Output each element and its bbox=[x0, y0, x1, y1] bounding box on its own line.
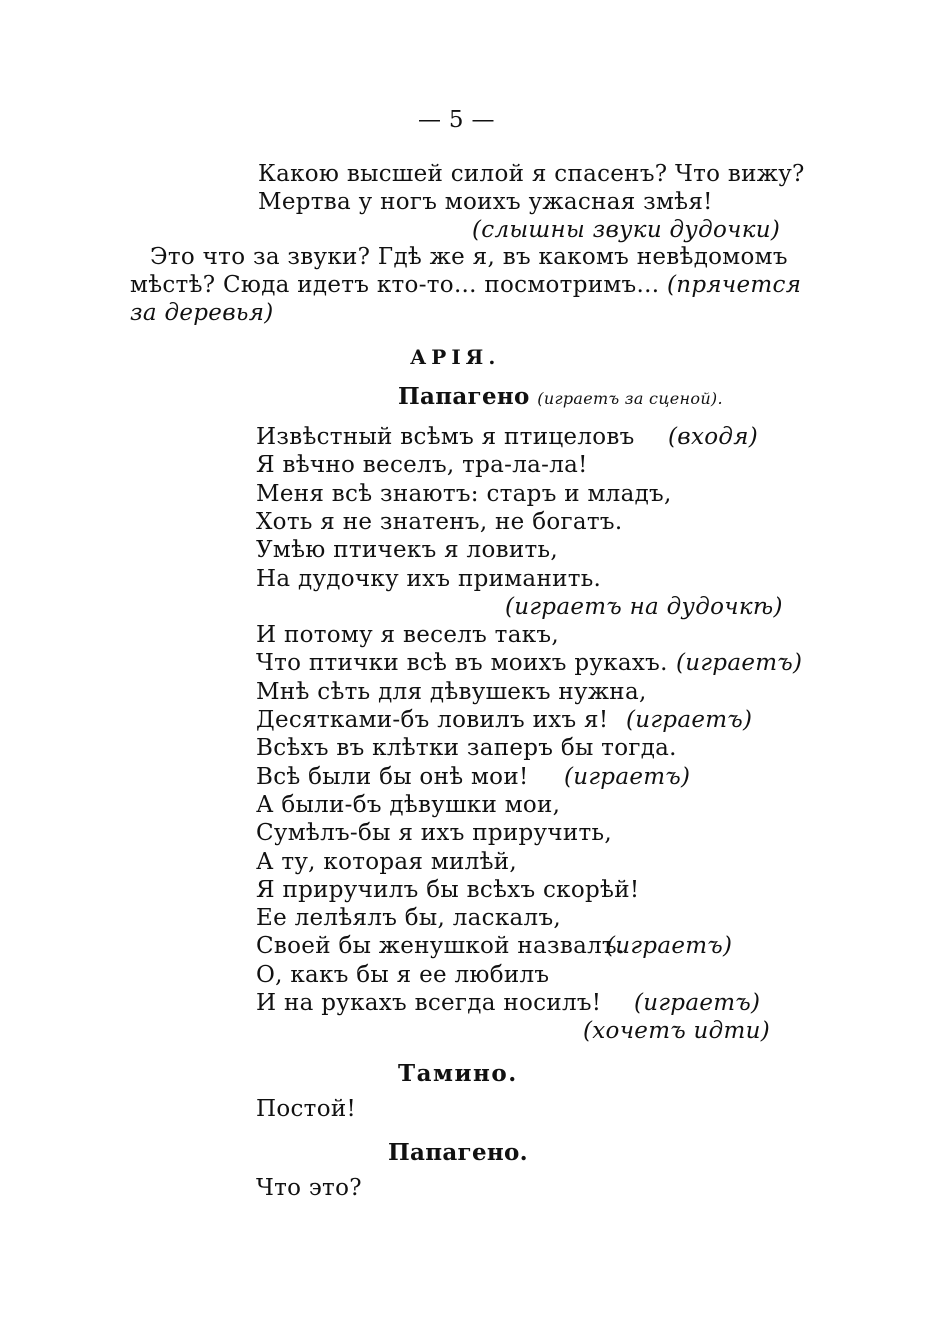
stage-direction: за деревья) bbox=[130, 300, 274, 326]
stage-direction: (слышны звуки дудочки) bbox=[472, 217, 781, 243]
verse-line: Всѣхъ въ клѣтки заперъ бы тогда. bbox=[256, 735, 677, 761]
prose-text: мѣстѣ? Сюда идетъ кто-то... посмотримъ... bbox=[130, 272, 660, 298]
verse-line: Своей бы женушкой назвалъ. bbox=[256, 933, 625, 959]
verse-line: Умѣю птичекъ я ловить, bbox=[256, 537, 558, 563]
verse-line: Я вѣчно веселъ, тра-ла-ла! bbox=[256, 452, 588, 478]
character-heading bbox=[398, 383, 723, 413]
verse-line: Десятками-бъ ловилъ ихъ я! bbox=[256, 707, 609, 733]
prose-line: Это что за звуки? Гдѣ же я, въ какомъ невѣдомомъ bbox=[150, 244, 788, 270]
stage-direction: (играетъ) bbox=[676, 650, 803, 676]
stage-direction: (играетъ) bbox=[634, 990, 761, 1016]
verse-line: Меня всѣ знаютъ: старъ и младъ, bbox=[256, 481, 672, 507]
verse-line: А были-бъ дѣвушки мои, bbox=[256, 792, 561, 818]
verse-line: Извѣстный всѣмъ я птицеловъ bbox=[256, 424, 635, 450]
character-heading: Тамино. bbox=[398, 1060, 518, 1087]
stage-direction: (играетъ за сценой). bbox=[537, 389, 723, 408]
verse-line: На дудочку ихъ приманить. bbox=[256, 566, 602, 592]
stage-direction: (играетъ) bbox=[564, 764, 691, 790]
stage-direction: (играетъ) bbox=[606, 933, 733, 959]
stage-direction: (входя) bbox=[668, 424, 759, 450]
dialogue-line: Постой! bbox=[256, 1096, 357, 1122]
verse-line: И потому я веселъ такъ, bbox=[256, 622, 559, 648]
aria-title: АРІЯ. bbox=[410, 345, 501, 369]
page-number: — 5 — bbox=[418, 107, 495, 133]
character-name: Папагено bbox=[398, 383, 530, 410]
prose-line bbox=[130, 271, 801, 299]
dialogue-line: Что это? bbox=[256, 1175, 362, 1201]
verse-line: И на рукахъ всегда носилъ! bbox=[256, 990, 602, 1016]
verse-line: Я приручилъ бы всѣхъ скорѣй! bbox=[256, 877, 640, 903]
stage-direction: (играетъ) bbox=[626, 707, 753, 733]
verse-line: Какою высшей силой я спасенъ? Что вижу? bbox=[258, 161, 805, 187]
character-heading: Папагено. bbox=[388, 1139, 528, 1166]
verse-line: Ее лелѣялъ бы, ласкалъ, bbox=[256, 905, 562, 931]
verse-line: А ту, которая милѣй, bbox=[256, 849, 517, 875]
stage-direction: (прячется bbox=[666, 272, 802, 298]
verse-line: Мертва у ногъ моихъ ужасная змѣя! bbox=[258, 189, 713, 215]
verse-line: Мнѣ сѣть для дѣвушекъ нужна, bbox=[256, 679, 647, 705]
verse-line: Что птички всѣ въ моихъ рукахъ. bbox=[256, 650, 668, 676]
verse-line: Всѣ были бы онѣ мои! bbox=[256, 764, 529, 790]
verse-line: Сумѣлъ-бы я ихъ приручить, bbox=[256, 820, 612, 846]
verse-line: Хоть я не знатенъ, не богатъ. bbox=[256, 509, 623, 535]
verse-line: О, какъ бы я ее любилъ bbox=[256, 962, 550, 988]
stage-direction: (хочетъ идти) bbox=[583, 1018, 771, 1044]
stage-direction: (играетъ на дудочкѣ) bbox=[505, 594, 783, 620]
